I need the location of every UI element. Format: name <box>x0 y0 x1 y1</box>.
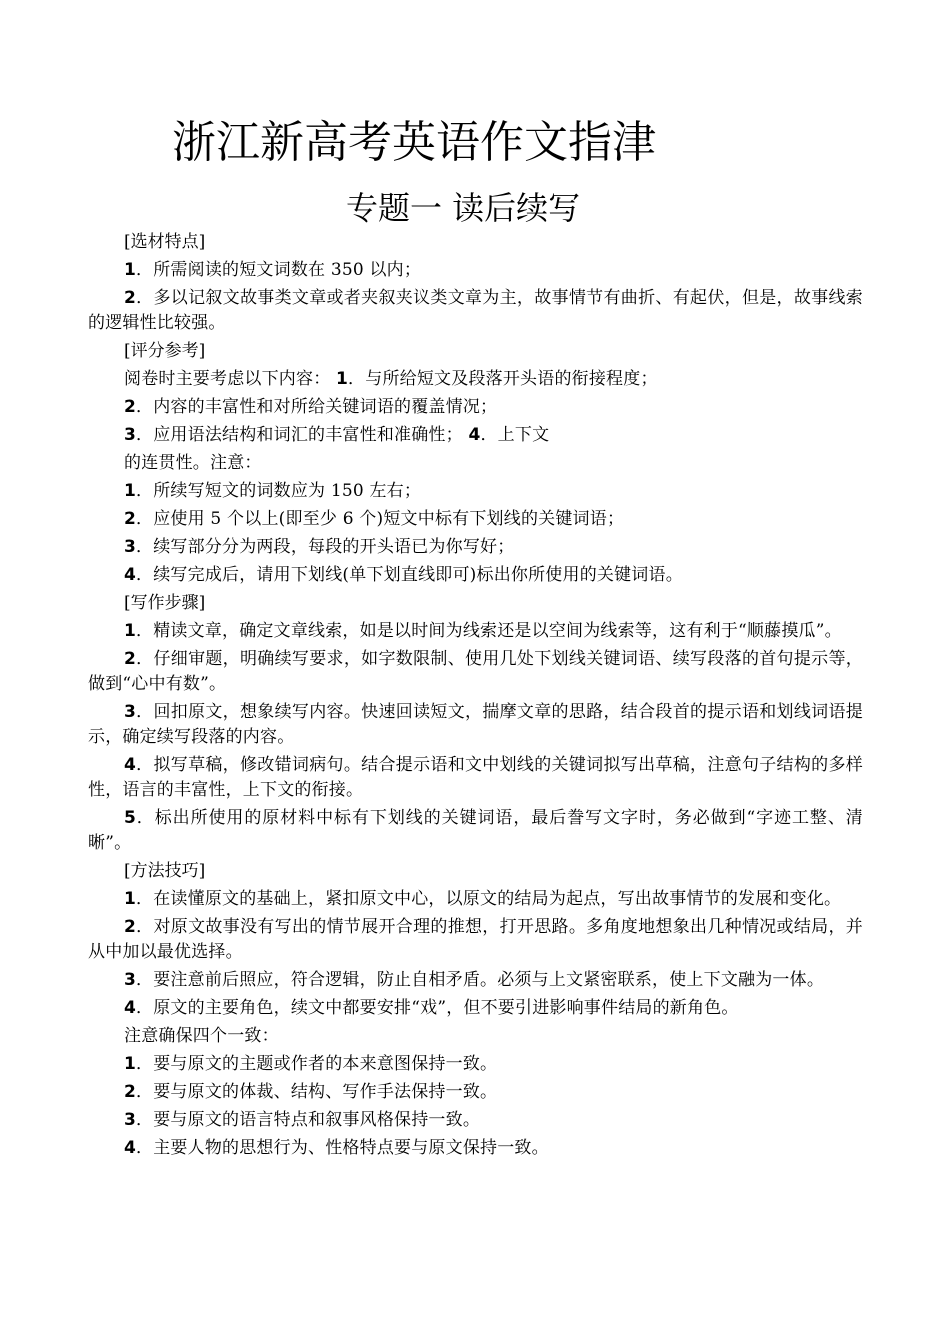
document-title: 浙江新高考英语作文指津 <box>172 117 656 168</box>
section-heading-steps: [写作步骤] <box>124 593 206 613</box>
material-item-1: 1．所需阅读的短文词数在 350 以内； <box>124 260 422 280</box>
tips-consistency-2: 2．要与原文的体裁、结构、写作手法保持一致。 <box>124 1082 498 1102</box>
steps-item-2: 2．仔细审题，明确续写要求，如字数限制、使用几处下划线关键词语、续写段落的首句提示等，做到“心中有数”。 <box>88 649 863 694</box>
document-body <box>88 230 863 1164</box>
section-heading-scoring: [评分参考] <box>124 341 206 361</box>
document-subtitle: 专题一 读后续写 <box>346 189 581 227</box>
tips-item-3: 3．要注意前后照应，符合逻辑，防止自相矛盾。必须与上文紧密联系，使上下文融为一体。 <box>124 970 825 990</box>
steps-item-3: 3．回扣原文，想象续写内容。快速回读短文，揣摩文章的思路，结合段首的提示语和划线词语提示，确定续写段落的内容。 <box>88 702 863 747</box>
scoring-note-4: 4．续写完成后，请用下划线(单下划直线即可)标出你所使用的关键词语。 <box>124 565 683 585</box>
tips-item-4: 4．原文的主要角色，续文中都要安排“戏”，但不要引进影响事件结局的新角色。 <box>124 998 739 1018</box>
scoring-intro: 阅卷时主要考虑以下内容： 1．与所给短文及段落开头语的衔接程度； <box>124 369 658 389</box>
steps-item-4: 4．拟写草稿，修改错词病句。结合提示语和文中划线的关键词拟写出草稿，注意句子结构的多样性，语言的丰富性，上下文的衔接。 <box>88 755 863 800</box>
scoring-note-3: 3．续写部分分为两段，每段的开头语已为你写好； <box>124 537 515 557</box>
scoring-continuation: 的连贯性。注意： <box>124 453 262 473</box>
scoring-item-3-4: 3．应用语法结构和词汇的丰富性和准确性； 4．上下文 <box>124 425 550 445</box>
tips-consistency-3: 3．要与原文的语言特点和叙事风格保持一致。 <box>124 1110 481 1130</box>
scoring-note-1: 1．所续写短文的词数应为 150 左右； <box>124 481 422 501</box>
tips-consistency-1: 1．要与原文的主题或作者的本来意图保持一致。 <box>124 1054 498 1074</box>
steps-item-5: 5．标出所使用的原材料中标有下划线的关键词语，最后誊写文字时，务必做到“字迹工整、清晰”。 <box>88 808 863 853</box>
tips-item-2: 2．对原文故事没有写出的情节展开合理的推想，打开思路。多角度地想象出几种情况或结局，并从中加以最优选择。 <box>88 917 863 962</box>
tips-consistency-intro: 注意确保四个一致： <box>124 1026 279 1046</box>
tips-item-1: 1．在读懂原文的基础上，紧扣原文中心，以原文的结局为起点，写出故事情节的发展和变化。 <box>124 889 842 909</box>
scoring-item-2: 2．内容的丰富性和对所给关键词语的覆盖情况； <box>124 397 498 417</box>
material-item-2: 2．多以记叙文故事类文章或者夹叙夹议类文章为主，故事情节有曲折、有起伏，但是，故事线索的逻辑性比较强。 <box>88 288 863 333</box>
scoring-note-2: 2．应使用 5 个以上(即至少 6 个)短文中标有下划线的关键词语； <box>124 509 625 529</box>
section-heading-tips: [方法技巧] <box>124 861 206 881</box>
steps-item-1: 1．精读文章，确定文章线索，如是以时间为线索还是以空间为线索等，这有利于“顺藤摸瓜”。 <box>124 621 842 641</box>
section-heading-material: [选材特点] <box>124 232 206 252</box>
tips-consistency-4: 4．主要人物的思想行为、性格特点要与原文保持一致。 <box>124 1138 549 1158</box>
